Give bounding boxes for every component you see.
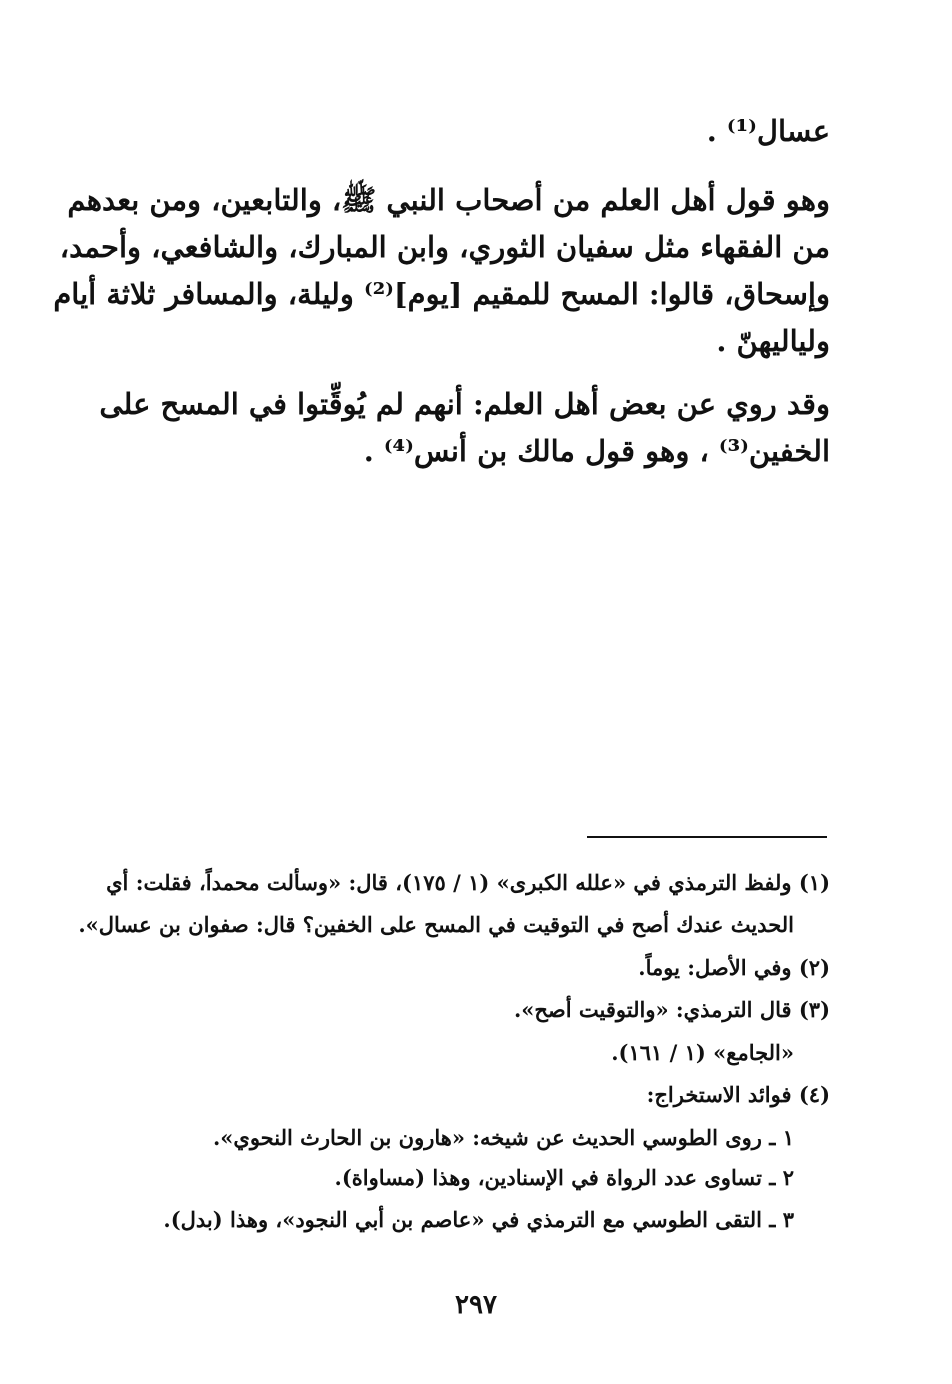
footnote-separator — [587, 836, 827, 838]
body-paragraph-3-line-1: وقد روي عن بعض أهل العلم: أنهم لم يُوقِّتوا في المسح على — [99, 387, 830, 421]
footnote-4-item-2: ٢ ـ تساوى عدد الرواة في الإسنادين، وهذا (مساواة). — [334, 1165, 794, 1190]
footnote-3-line-1: (٣) قال الترمذي: «والتوقيت أصح». — [513, 997, 830, 1022]
footnote-2: (٢) وفي الأصل: يوماً. — [638, 955, 830, 980]
body-paragraph-2-line-3: وإسحاق، قالوا: المسح للمقيم [يوم]⁽²⁾ وليلة، والمسافر ثلاثة أيام — [53, 277, 830, 311]
body-paragraph-2-line-1: وهو قول أهل العلم من أصحاب النبي ﷺ، والتابعين، ومن بعدهم — [67, 183, 830, 217]
body-paragraph-2-line-4: ولياليهنّ . — [716, 324, 830, 358]
footnote-3-line-2: «الجامع» (١ / ١٦١). — [611, 1040, 794, 1065]
body-paragraph-3-line-2: الخفين⁽³⁾ ، وهو قول مالك بن أنس⁽⁴⁾ . — [363, 434, 830, 468]
body-paragraph-2-line-2: من الفقهاء مثل سفيان الثوري، وابن المبارك، والشافعي، وأحمد، — [59, 230, 830, 264]
footnote-1-line-2: الحديث عندك أصح في التوقيت في المسح على الخفين؟ قال: صفوان بن عسال». — [78, 912, 794, 937]
footnote-1-line-1: (١) ولفظ الترمذي في «علله الكبرى» (١ / ١٧٥)، قال: «وسألت محمداً، فقلت: أي — [106, 870, 830, 895]
body-line-1: عسال⁽¹⁾ . — [706, 114, 830, 148]
footnote-4-item-1: ١ ـ روى الطوسي الحديث عن شيخه: «هارون بن الحارث النحوي». — [212, 1125, 794, 1150]
page-number: ٢٩٧ — [455, 1290, 497, 1320]
footnote-4-item-3: ٣ ـ التقى الطوسي مع الترمذي في «عاصم بن أبي النجود»، وهذا (بدل). — [163, 1207, 794, 1232]
footnote-4-heading: (٤) فوائد الاستخراج: — [646, 1082, 830, 1107]
